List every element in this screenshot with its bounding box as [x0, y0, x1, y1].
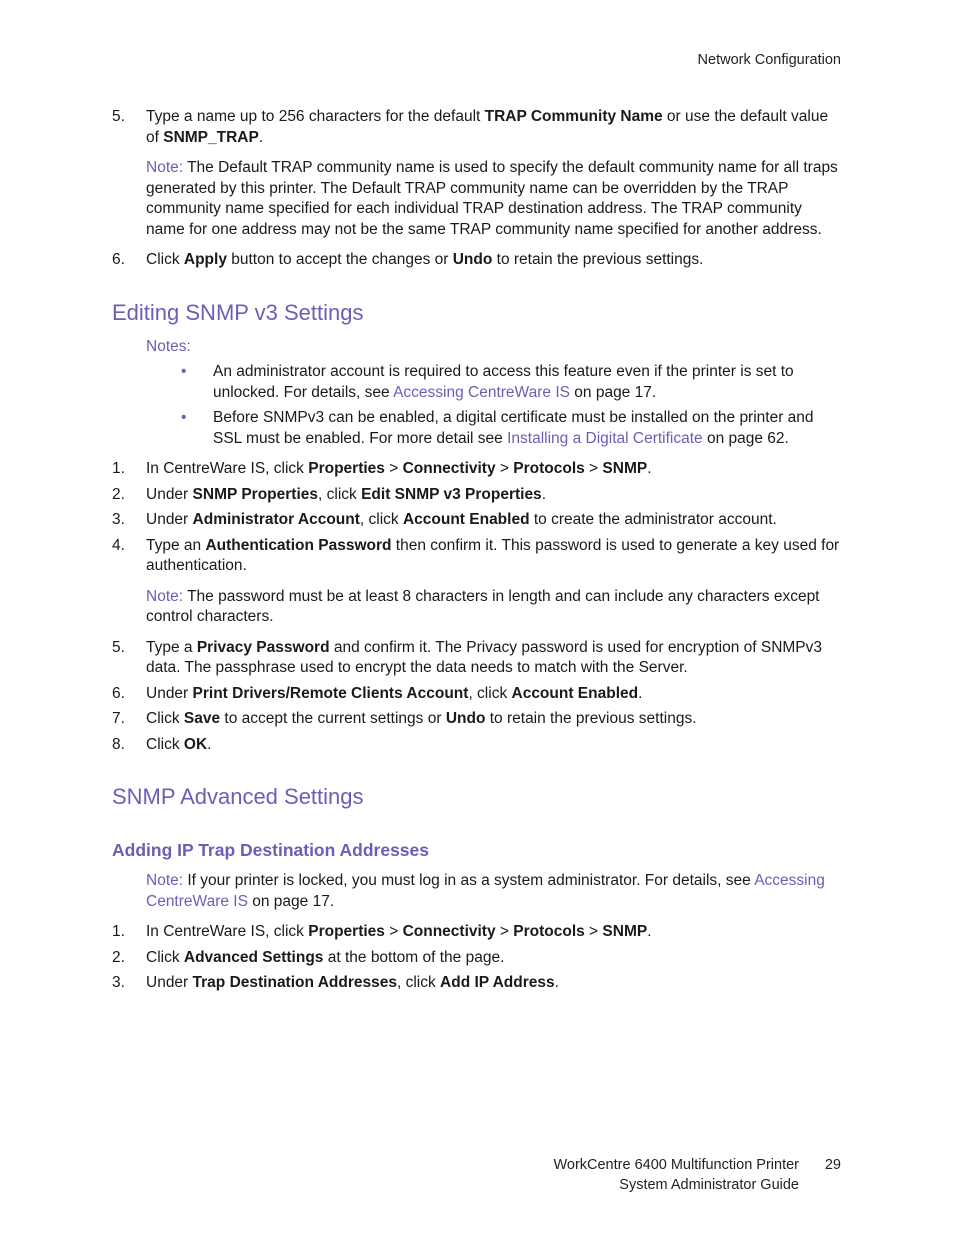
- ui-term: Apply: [183, 251, 227, 268]
- page-content: [112, 107, 842, 999]
- notes-list: [146, 362, 842, 449]
- section-heading-snmp-advanced: SNMP Advanced Settings: [112, 784, 364, 809]
- bullet-icon: •: [181, 409, 187, 426]
- section-heading-editing-snmp-v3: Editing SNMP v3 Settings: [112, 299, 364, 325]
- step-1: 1. In CentreWare IS, click Properties > Connectivity > Protocols > SNMP.: [112, 922, 842, 943]
- step-number: 1.: [112, 460, 125, 477]
- step-number: 2.: [112, 485, 125, 503]
- note-label: Note:: [146, 872, 184, 889]
- step-1: 1. In CentreWare IS, click Properties > Connectivity > Protocols > SNMP.: [112, 459, 842, 480]
- step-6: 6. Under Print Drivers/Remote Clients Account, click Account Enabled.: [112, 684, 842, 705]
- footer-line-1: [553, 1155, 841, 1175]
- note-label: Note:: [146, 159, 184, 176]
- product-name: WorkCentre 6400 Multifunction Printer: [553, 1157, 799, 1173]
- link-accessing-centreware[interactable]: Accessing CentreWare IS: [146, 872, 825, 910]
- step-5: 5. Type a Privacy Password and confirm it. The Privacy password is used for encryption of SNMPv3 data. The passphrase used to encrypt the data needs to match with the Server.: [112, 638, 823, 676]
- step-6-apply: 6. Click Apply button to accept the changes or Undo to retain the previous settings.: [112, 250, 842, 271]
- note-bullet: • An administrator account is required to access this feature even if the printer is set to unlocked. For details, see Accessing CentreWare IS on page 17.: [181, 363, 794, 401]
- step-number: 7.: [112, 710, 125, 727]
- step-5-trap-name: 5. Type a name up to 256 characters for the default TRAP Community Name or use the default value of SNMP_TRAP.: [112, 108, 829, 146]
- note-label: Note:: [146, 587, 184, 605]
- bullet-icon: •: [181, 363, 187, 380]
- link-accessing-centreware[interactable]: Accessing CentreWare IS: [393, 383, 570, 401]
- step-number: 6.: [112, 251, 125, 268]
- step-number: 4.: [112, 536, 125, 554]
- step-3: 3. Under Trap Destination Addresses, click Add IP Address.: [112, 973, 842, 994]
- running-header: Network Configuration: [697, 52, 841, 68]
- note-password-length: Note: The password must be at least 8 characters in length and can include any characters except control characters.: [146, 587, 820, 625]
- step-number: 5.: [112, 108, 125, 125]
- step-number: 3.: [112, 511, 125, 528]
- subsection-heading-ip-trap: Adding IP Trap Destination Addresses: [112, 840, 430, 860]
- step-number: 6.: [112, 684, 125, 702]
- step-8: 8. Click OK.: [112, 735, 842, 756]
- step-2: 2. Click Advanced Settings at the bottom of the page.: [112, 948, 842, 969]
- step-number: 1.: [112, 923, 125, 940]
- notes-label: Notes:: [146, 337, 191, 355]
- note-bullet: • Before SNMPv3 can be enabled, a digital certificate must be installed on the printer and SSL must be enabled. For more detail see Installing a Digital Certificate on page 62.: [181, 409, 814, 447]
- link-installing-certificate[interactable]: Installing a Digital Certificate: [507, 429, 703, 447]
- step-2: 2. Under SNMP Properties, click Edit SNMP v3 Properties.: [112, 485, 842, 506]
- step-number: 8.: [112, 735, 125, 753]
- page-number: 29: [824, 1157, 841, 1173]
- ui-term: Undo: [452, 251, 493, 268]
- ui-term: SNMP_TRAP: [163, 128, 259, 146]
- note-trap-community: Note: The Default TRAP community name is used to specify the default community name for all traps generated by this printer. The Default TRAP community name can be overridden by the TRAP community name specified for each individual TRAP destination address. The TRAP community name for one address may not be the same TRAP community name specified for another address.: [146, 159, 838, 238]
- step-7: 7. Click Save to accept the current settings or Undo to retain the previous settings.: [112, 709, 842, 730]
- step-number: 3.: [112, 974, 125, 991]
- note-printer-locked: Note: If your printer is locked, you must log in as a system administrator. For details, see Accessing CentreWare IS on page 17.: [146, 872, 825, 910]
- step-number: 5.: [112, 638, 125, 656]
- step-number: 2.: [112, 948, 125, 966]
- step-4: 4. Type an Authentication Password then confirm it. This password is used to generate a key used for authentication.: [112, 536, 840, 574]
- ui-term: TRAP Community Name: [484, 108, 663, 125]
- guide-title: System Administrator Guide: [619, 1177, 799, 1193]
- step-3: 3. Under Administrator Account, click Account Enabled to create the administrator account.: [112, 510, 842, 531]
- page-footer: [553, 1155, 841, 1195]
